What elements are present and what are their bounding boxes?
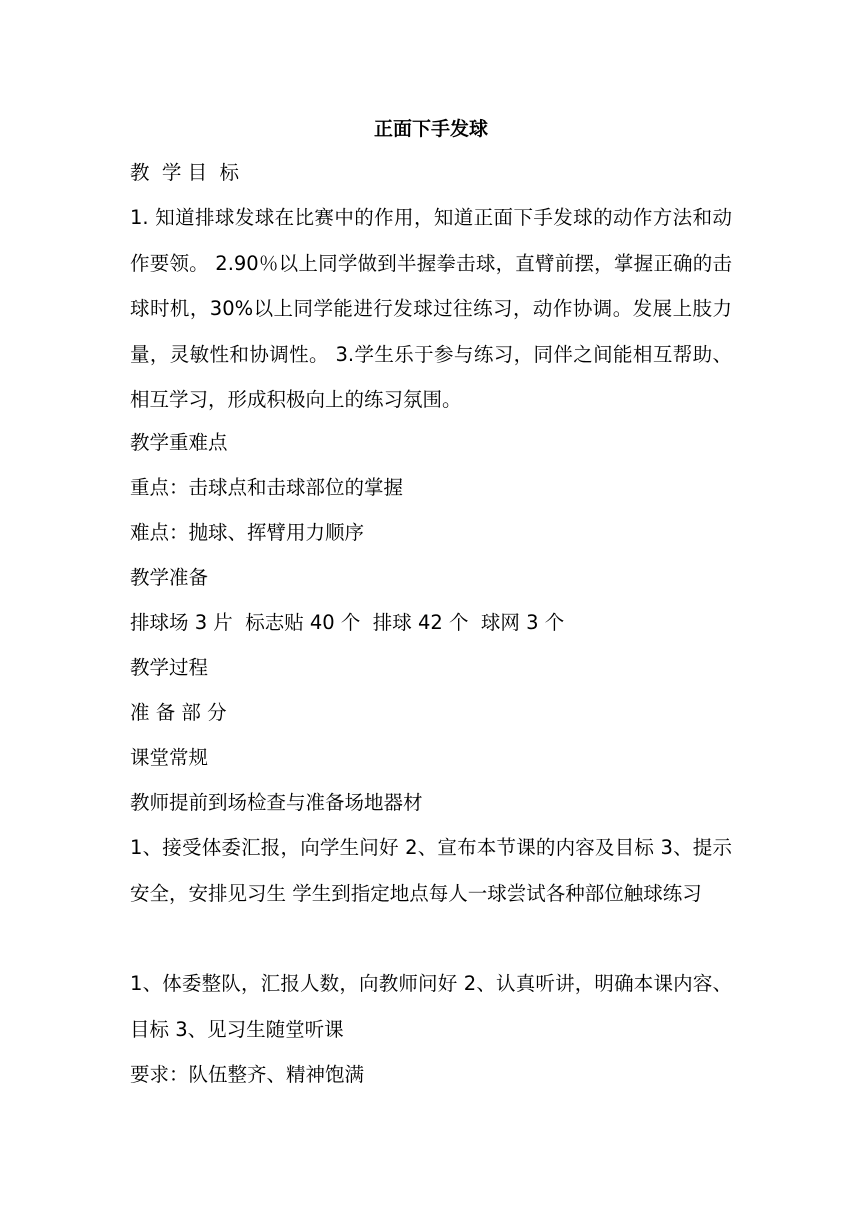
process-heading: 教学过程 — [130, 656, 209, 679]
document-title: 正面下手发球 — [373, 118, 488, 140]
objectives-heading: 教 学 目 标 — [130, 161, 239, 184]
student-steps-text: 1、体委整队，汇报人数，向教师问好 2、认真听讲，明确本课内容、目标 3、见习生随堂听课 — [130, 972, 732, 1041]
key-points-heading: 教学重难点 — [130, 431, 228, 454]
routine-heading: 课堂常规 — [130, 746, 209, 769]
preparation-items: 排球场 3 片 标志贴 40 个 排球 42 个 球网 3 个 — [130, 611, 565, 634]
objectives-text: 1. 知道排球发球在比赛中的作用，知道正面下手发球的动作方法和动作要领。 2.90％以上同学做到半握拳击球，直臂前摆，掌握正确的击球时机，30%以上同学能进行发球过往练习，动作协调。发展上肢力量，灵敏性和协调性。 3.学生乐于参与练习，同伴之间能相互帮助、相互学习，形成积极向上的练习氛围。 — [130, 206, 732, 411]
key-point-text: 重点：击球点和击球部位的掌握 — [130, 476, 404, 499]
difficulty-text: 难点：抛球、挥臂用力顺序 — [130, 521, 365, 544]
requirements-text: 要求：队伍整齐、精神饱满 — [130, 1063, 365, 1086]
preparation-heading: 教学准备 — [130, 566, 209, 589]
teacher-steps-text: 1、接受体委汇报，向学生问好 2、宣布本节课的内容及目标 3、提示安全，安排见习生 学生到指定地点每人一球尝试各种部位触球练习 — [130, 836, 732, 905]
teacher-check-text: 教师提前到场检查与准备场地器材 — [130, 791, 423, 814]
prep-section-heading: 准 备 部 分 — [130, 701, 227, 724]
